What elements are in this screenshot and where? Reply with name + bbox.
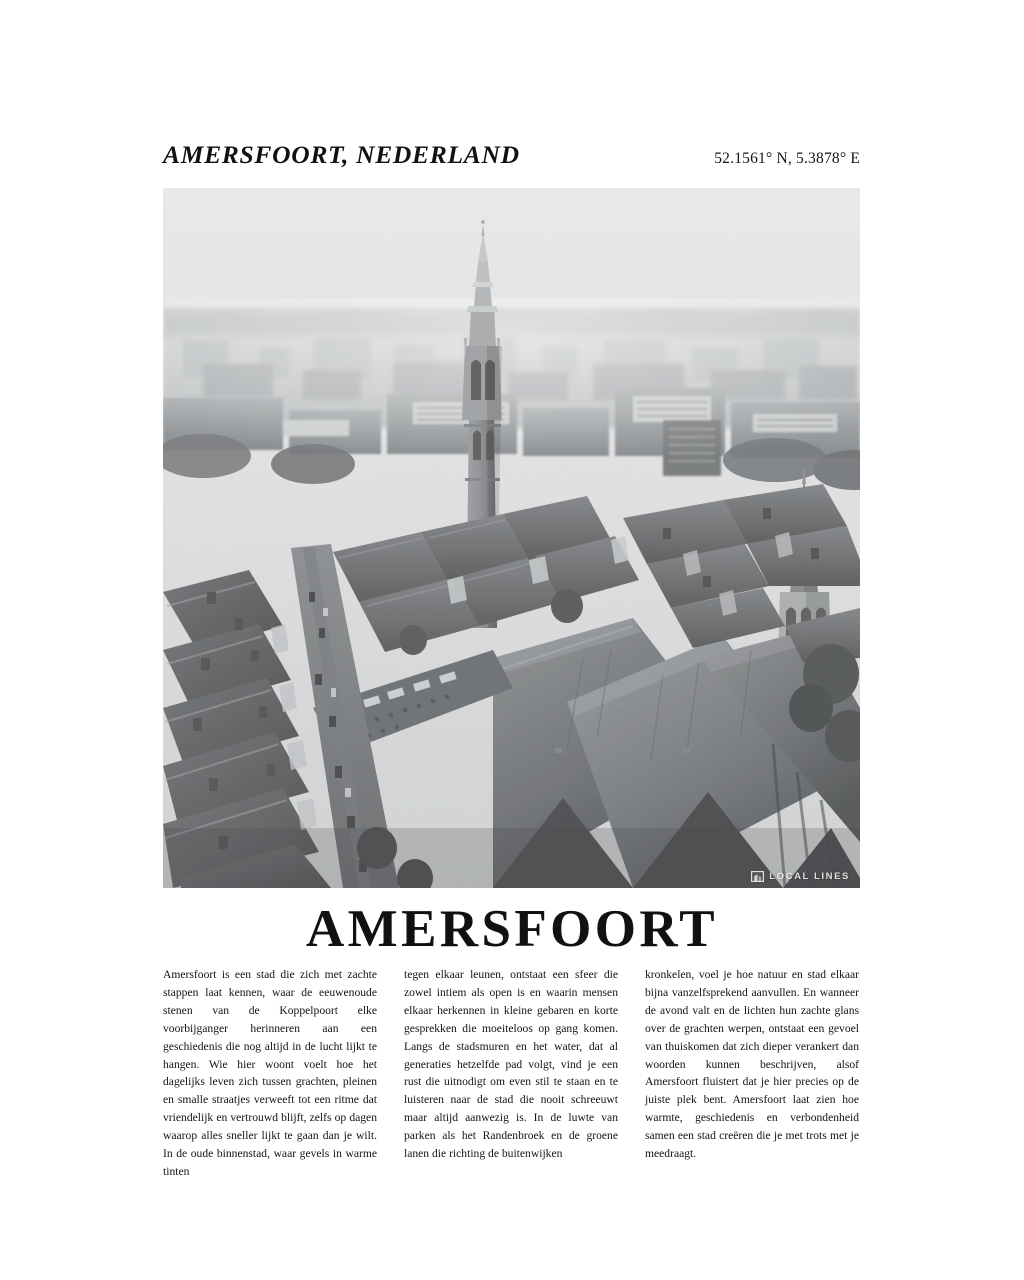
page-title: AMERSFOORT [306, 900, 718, 958]
photo-watermark [751, 871, 850, 882]
location-title: AMERSFOORT, NEDERLAND [163, 140, 520, 169]
body-columns [163, 966, 860, 1181]
poster-header [163, 140, 860, 174]
body-column-1: Amersfoort is een stad die zich met zachte stappen laat kennen, waar de eeuwenoude stenen van de Koppelpoort elke voorbijganger herinneren aan een geschiedenis die nog altijd in de lucht lijkt te hangen. Wie hier woont voelt hoe het dagelijks leven zich tussen grachten, pleinen en smalle straatjes verweeft tot een ritme dat vriendelijk en vertrouwd blijft, zelfs op dagen waarop alles sneller lijkt te gaan dan je wilt. In de oude binnenstad, waar gevels in warme tinten [163, 968, 377, 1178]
body-column-2: tegen elkaar leunen, ontstaat een sfeer die zowel intiem als open is en waarin mensen elkaar herkennen in kleine gebaren en korte gesprekken die moeiteloos op gang komen. Langs de stadsmuren en het water, dat al generaties hetzelfde pad volgt, vind je een rust die uitnodigt om even stil te staan en te luisteren naar de stad die nooit schreeuwt maar altijd aanwezig is. In de luwte van parken als het Randenbroek en de groene lanen die richting de buitenwijken [404, 968, 618, 1161]
cityscape-photo [163, 188, 860, 888]
house-mark-icon [751, 871, 764, 882]
cityscape-photo-svg [163, 188, 860, 888]
body-column-3: kronkelen, voel je hoe natuur en stad elkaar bijna vanzelfsprekend aanvullen. En wanneer de avond valt en de lichten hun zachte glans over de grachten werpen, ontstaat een gevoel van thuiskomen dat zich dieper verankert dan woorden kunnen beschrijven, alsof Amersfoort fluistert dat je hier precies op de juiste plek bent. Amersfoort laat zien hoe warmte, geschiedenis en verbondenheid samen een stad creëren die je met trots met je meedraagt. [645, 968, 859, 1161]
coordinates-label: 52.1561° N, 5.3878° E [714, 150, 860, 167]
watermark-brand: LOCAL LINES [769, 871, 850, 882]
